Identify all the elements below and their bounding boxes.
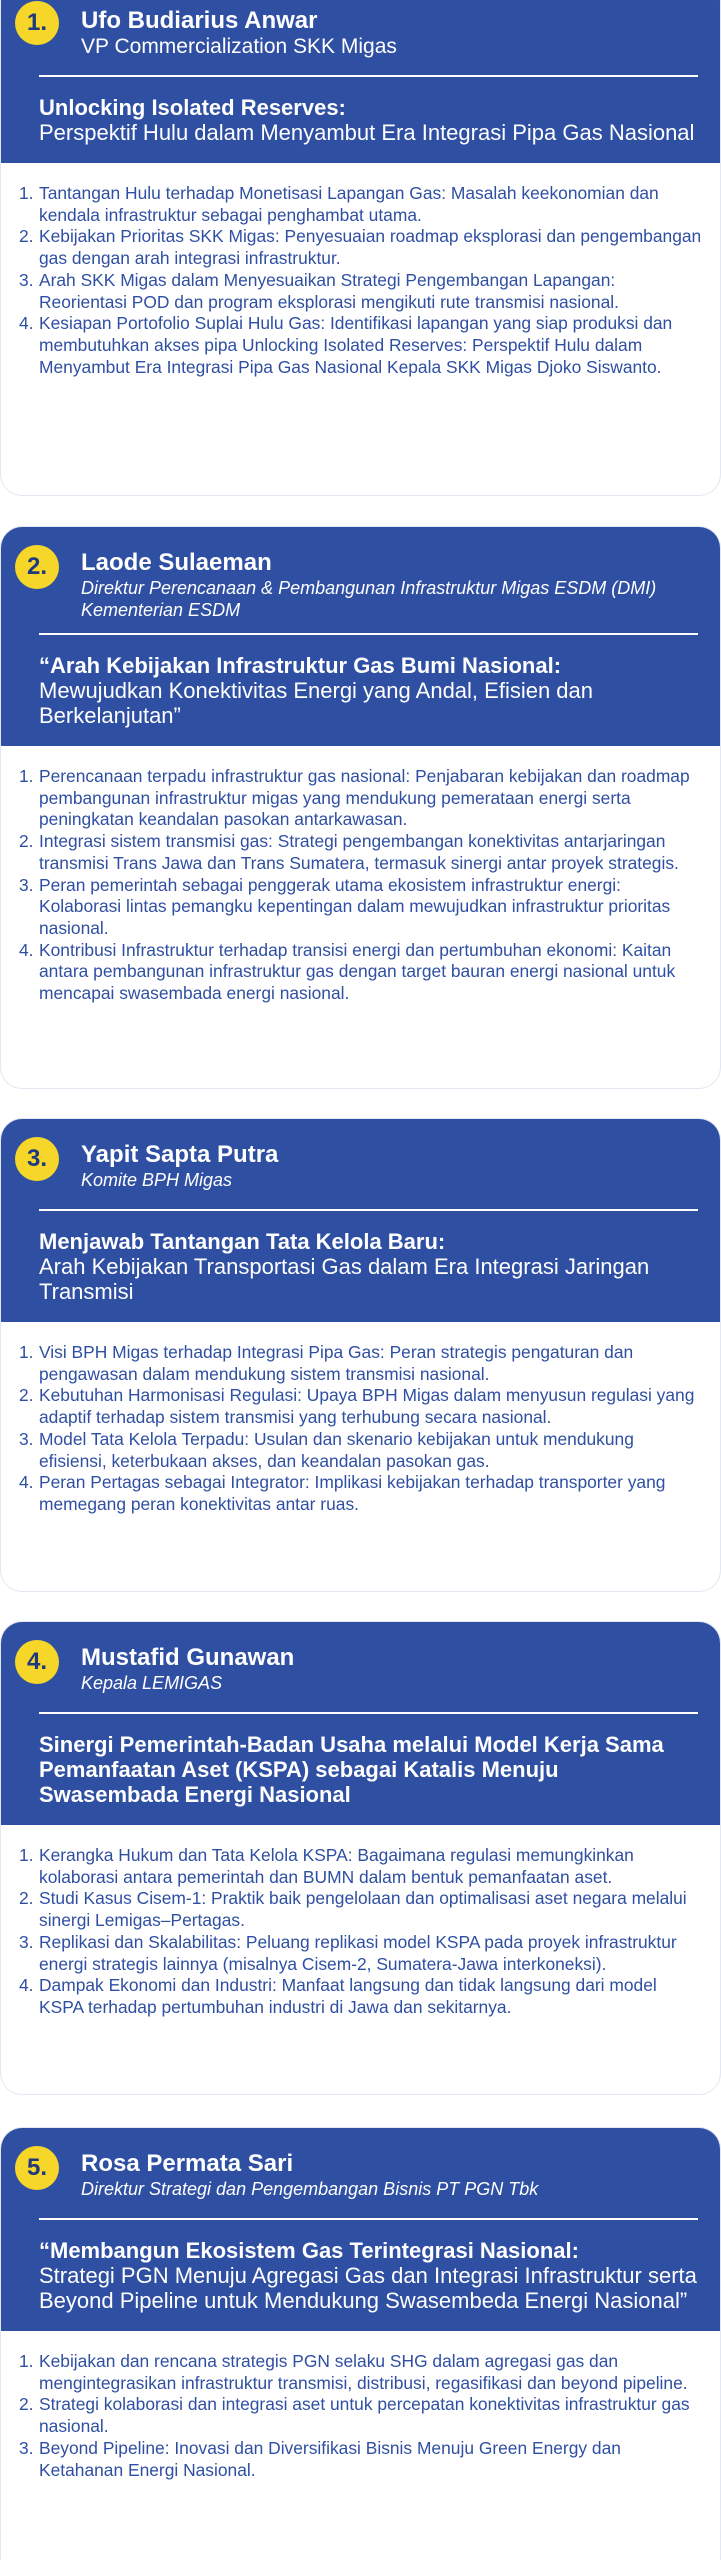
talk-points — [1, 163, 720, 402]
speaker-header — [1, 527, 720, 746]
speaker-number-badge: 3. — [15, 1137, 59, 1181]
talk-topic — [23, 2220, 698, 2331]
talk-topic-subtitle: Strategi PGN Menuju Agregasi Gas dan Integrasi Infrastruktur serta Beyond Pipeline untuk Mendukung Swasembeda Energi Nasional” — [39, 2263, 697, 2313]
list-item: 1. Visi BPH Migas terhadap Integrasi Pipa Gas: Peran strategis pengaturan dan pengawasan dalam mendukung sistem transmisi nasional. — [19, 1342, 634, 1384]
talk-topic-subtitle: Perspektif Hulu dalam Menyambut Era Integrasi Pipa Gas Nasional — [39, 120, 695, 145]
talk-topic-title: Sinergi Pemerintah-Badan Usaha melalui Model Kerja Sama Pemanfaatan Aset (KSPA) sebagai Katalis Menuju Swasembada Energi Nasional — [39, 1732, 664, 1807]
speaker-name: Laode Sulaeman — [81, 549, 272, 576]
speaker-name: Yapit Sapta Putra — [81, 1141, 279, 1168]
list-item: 3. Peran pemerintah sebagai penggerak utama ekosistem infrastruktur energi: Kolaborasi lintas pemangku kepentingan dalam mewujudkan infrastruktur prioritas nasional. — [19, 874, 671, 938]
speaker-header — [1, 1622, 720, 1825]
talk-topic-title: “Arah Kebijakan Infrastruktur Gas Bumi Nasional: — [39, 653, 562, 678]
list-item: 4. Peran Pertagas sebagai Integrator: Implikasi kebijakan terhadap transporter yang memegang peran konektivitas antar ruas. — [19, 1472, 666, 1514]
speaker-identity — [81, 1, 698, 63]
talk-points — [1, 1322, 720, 1540]
talk-topic — [23, 1714, 698, 1825]
speaker-card-3 — [0, 1118, 721, 1592]
speaker-role: Direktur Perencanaan & Pembangunan Infrastruktur Migas ESDM (DMI) Kementerian ESDM — [81, 578, 657, 620]
talk-topic-title: Unlocking Isolated Reserves: — [39, 95, 346, 120]
talk-points — [1, 2331, 720, 2505]
list-item: 1. Kerangka Hukum dan Tata Kelola KSPA: Bagaimana regulasi memungkinkan kolaborasi antara pemerintah dan BUMN dalam bentuk pemanfaatan aset. — [19, 1845, 634, 1887]
list-item: 3. Model Tata Kelola Terpadu: Usulan dan skenario kebijakan untuk mendukung efisiensi, keterbukaan akses, dan keandalan pasokan gas. — [19, 1428, 634, 1471]
list-item: 3. Arah SKK Migas dalam Menyesuaikan Strategi Pengembangan Lapangan: Reorientasi POD dan program eksplorasi mengikuti rute transmisi nasional. — [19, 269, 619, 312]
talk-topic-title: Menjawab Tantangan Tata Kelola Baru: — [39, 1229, 446, 1254]
list-item: 2. Studi Kasus Cisem-1: Praktik baik pengelolaan dan optimalisasi aset negara melalui sinergi Lemigas–Pertagas. — [19, 1888, 687, 1931]
speaker-header — [1, 1119, 720, 1322]
talk-topic — [23, 1211, 698, 1322]
list-item: 4. Kontribusi Infrastruktur terhadap transisi energi dan pertumbuhan ekonomi: Kaitan antara pembangunan infrastruktur gas dengan target bauran energi nasional untuk mencapai swasembada energi nasional. — [19, 939, 676, 1004]
talk-points — [1, 1825, 720, 2043]
list-item: 2. Strategi kolaborasi dan integrasi aset untuk percepatan konektivitas infrastruktur gas nasional. — [19, 2394, 690, 2437]
speaker-card-1 — [0, 0, 721, 496]
speaker-name: Mustafid Gunawan — [81, 1644, 295, 1671]
talk-topic — [23, 77, 698, 163]
speaker-name: Ufo Budiarius Anwar — [81, 7, 318, 34]
speaker-card-2 — [0, 526, 721, 1089]
talk-topic-subtitle: Mewujudkan Konektivitas Energi yang Andal, Efisien dan Berkelanjutan” — [39, 678, 594, 728]
list-item: 3. Replikasi dan Skalabilitas: Peluang replikasi model KSPA pada proyek infrastruktur energi strategis lainnya (misalnya Cisem-2, Sumatera-Jawa interkoneksi). — [19, 1931, 677, 1974]
speaker-identity — [81, 2144, 698, 2206]
speaker-name: Rosa Permata Sari — [81, 2150, 294, 2177]
talk-topic-title: “Membangun Ekosistem Gas Terintegrasi Nasional: — [39, 2238, 579, 2263]
list-item: 3. Beyond Pipeline: Inovasi dan Diversifikasi Bisnis Menuju Green Energy dan Ketahanan Energi Nasional. — [19, 2437, 621, 2480]
talk-topic — [23, 635, 698, 746]
list-item: 1. Perencanaan terpadu infrastruktur gas nasional: Penjabaran kebijakan dan roadmap pembangunan infrastruktur migas yang mendukung pemerataan energi serta peningkatan keandalan pasokan antarkawasan. — [19, 766, 690, 830]
speaker-role: VP Commercialization SKK Migas — [81, 35, 397, 58]
speaker-number-badge: 2. — [15, 545, 59, 589]
talk-points — [1, 746, 720, 1029]
speaker-role: Direktur Strategi dan Pengembangan Bisnis PT PGN Tbk — [81, 2179, 539, 2199]
speaker-card-5 — [0, 2127, 721, 2560]
speaker-number-badge: 1. — [15, 1, 59, 45]
speaker-identity — [81, 1638, 698, 1700]
list-item: 1. Tantangan Hulu terhadap Monetisasi Lapangan Gas: Masalah keekonomian dan kendala infrastruktur sebagai penghambat utama. — [19, 183, 659, 225]
speaker-header — [1, 2128, 720, 2331]
speaker-role: Kepala LEMIGAS — [81, 1673, 223, 1693]
speaker-number-badge: 5. — [15, 2146, 59, 2190]
speaker-role: Komite BPH Migas — [81, 1170, 233, 1190]
list-item: 2. Kebutuhan Harmonisasi Regulasi: Upaya BPH Migas dalam menyusun regulasi yang adaptif terhadap sistem transmisi yang terhubung secara nasional. — [19, 1385, 695, 1428]
talk-topic-subtitle: Arah Kebijakan Transportasi Gas dalam Era Integrasi Jaringan Transmisi — [39, 1254, 650, 1304]
list-item: 4. Dampak Ekonomi dan Industri: Manfaat langsung dan tidak langsung dari model KSPA terhadap pertumbuhan industri di Jawa dan sekitarnya. — [19, 1975, 657, 2017]
list-item: 1. Kebijakan dan rencana strategis PGN selaku SHG dalam agregasi gas dan mengintegrasikan infrastruktur transmisi, distribusi, regasifikasi dan beyond pipeline. — [19, 2351, 688, 2393]
speaker-identity — [81, 1135, 698, 1197]
speaker-card-4 — [0, 1621, 721, 2095]
list-item: 2. Kebijakan Prioritas SKK Migas: Penyesuaian roadmap eksplorasi dan pengembangan gas dengan arah integrasi infrastruktur. — [19, 226, 702, 269]
list-item: 4. Kesiapan Portofolio Suplai Hulu Gas: Identifikasi lapangan yang siap produksi dan membutuhkan akses pipa Unlocking Isolated Reserves: Perspektif Hulu dalam Menyambut Era Integrasi Pipa Gas Nasional Kepala SKK Migas Djoko Siswanto. — [19, 313, 673, 377]
speaker-number-badge: 4. — [15, 1640, 59, 1684]
speaker-header — [1, 0, 720, 163]
speaker-identity — [81, 543, 698, 621]
list-item: 2. Integrasi sistem transmisi gas: Strategi pengembangan konektivitas antarjaringan transmisi Trans Jawa dan Trans Sumatera, termasuk sinergi antar proyek strategis. — [19, 831, 679, 873]
